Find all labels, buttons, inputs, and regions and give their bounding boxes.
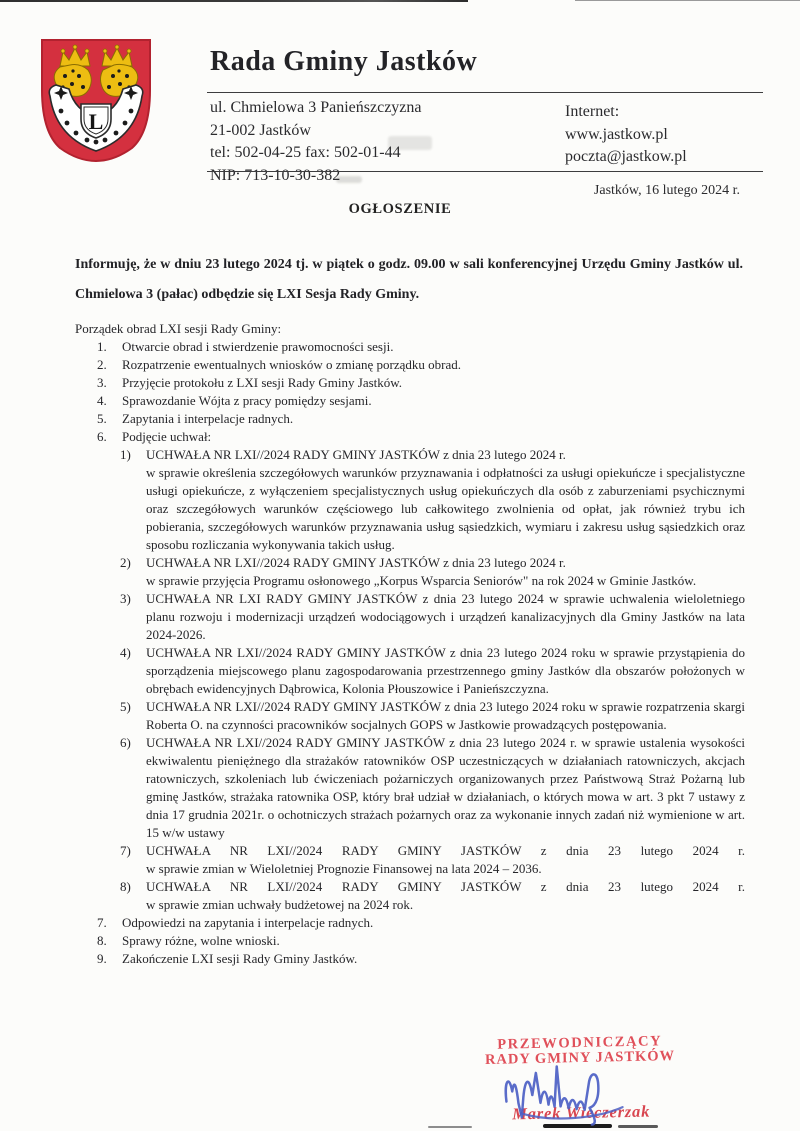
agenda-item [75,356,745,374]
resolution-description: UCHWAŁA NR LXI//2024 RADY GMINY JASTKÓW z dnia 23 lutego 2024 roku w sprawie rozpatrzenia skargi Roberta O. na czynności pracowników socjalnych GOPS w Jastkowie prowadzących postępowania. [146,699,745,732]
stamp-title-line2: RADY GMINY JASTKÓW [484,1048,676,1068]
resolution-description: w sprawie przyjęcia Programu osłonowego „Korpus Wsparcia Seniorów" na rok 2024 w Gminie Jastków. [146,573,697,588]
item-text: Odpowiedzi na zapytania i interpelacje radnych. [122,915,374,930]
agenda-subitem [75,644,745,698]
resolution-description: UCHWAŁA NR LXI//2024 RADY GMINY JASTKÓW z dnia 23 lutego 2024 r. w sprawie ustalenia wysokości ekwiwalentu pieniężnego dla strażaków ratowników OSP uczestniczących w działaniach ratowniczych, akcjach ratowniczych, szkoleniach lub ćwiczeniach pożarniczych organizowanych przez Państwową Straż Pożarną lub gminę Jastków, strażaka ratownika OSP, który brał udział w działaniach, o których mowa w art. 3 pkt 7 ustawy z dnia 17 grudnia 2021r. o ochotniczych strażach pożarnych oraz za wykonanie innych zadań niż wymienione w art. 15 w/w ustawy [146,735,745,840]
intro-paragraph: Informuję, że w dniu 23 lutego 2024 tj. w piątek o godz. 09.00 w sali konferencyjnej Urzędu Gminy Jastków ul. Chmielowa 3 (pałac) odbędzie się LXI Sesja Rady Gminy. [75,257,743,302]
subitem-number: 3) [120,591,131,606]
handwritten-signature-ink [495,1050,669,1128]
resolution-description: UCHWAŁA NR LXI//2024 RADY GMINY JASTKÓW z dnia 23 lutego 2024 roku w sprawie przystąpienia do sporządzenia miejscowego planu zagospodarowania przestrzennego gminy Jastków dla obszarów położonych w obrębach ewidencyjnych Dąbrowica, Kolonia Płouszowice i Panieńszczyzna. [146,645,745,696]
agenda-item [75,410,745,428]
item-number: 8. [97,933,107,948]
item-number: 1. [97,339,107,354]
item-number: 5. [97,411,107,426]
website: www.jastkow.pl [565,125,668,143]
letterhead-divider-top [207,92,763,93]
agenda [75,322,745,968]
agenda-item [75,392,745,410]
email: poczta@jastkow.pl [565,148,687,165]
agenda-item [75,374,745,392]
item-text: Sprawy różne, wolne wnioski. [122,933,280,948]
agenda-subitem [75,590,745,644]
agenda-item [75,932,745,950]
item-number: 4. [97,393,107,408]
address-city: 21-002 Jastków [210,121,311,139]
subitem-number: 4) [120,645,131,660]
address-nip: NIP: 713-10-30-382 [210,166,341,184]
resolution-title: UCHWAŁA NR LXI//2024 RADY GMINY JASTKÓW z dnia 23 lutego 2024 r. [146,879,745,894]
scan-artifact-bottom-mark-2 [618,1125,658,1128]
resolution-description: UCHWAŁA NR LXI RADY GMINY JASTKÓW z dnia 23 lutego 2024 w sprawie uchwalenia wieloletniego planu rozwoju i modernizacji urządzeń wodociągowych i urządzeń kanalizacyjnych dla Gminy Jastków na lata 2024-2026. [146,591,745,642]
item-text: Przyjęcie protokołu z LXI sesji Rady Gminy Jastków. [122,375,403,390]
item-number: 9. [97,951,107,966]
item-number: 2. [97,357,107,372]
item-text: Sprawozdanie Wójta z pracy pomiędzy sesjami. [122,393,372,408]
subitem-number: 8) [120,879,131,894]
agenda-subitem [75,842,745,878]
address-block [210,97,422,187]
resolution-description: w sprawie określenia szczegółowych warunków przyznawania i odpłatności za usługi opiekuńcze i specjalistyczne usługi opiekuńcze, z wyłączeniem specjalistycznych usług opiekuńczych dla osób z zaburzeniami psychicznymi oraz szczegółowych warunków częściowego lub całkowitego zwolnienia od opłat, jak również trybu ich pobierania, szczegółowych warunków przyznawania usług sąsiedzkich, wymiaru i zakresu usług sąsiedzkich oraz sposobu rozliczania wykonywania takich usług. [146,465,745,552]
item-text: Zakończenie LXI sesji Rady Gminy Jastków. [122,951,358,966]
address-street: ul. Chmielowa 3 Panieńszczyzna [210,99,422,116]
resolution-description: w sprawie zmian uchwały budżetowej na 2024 rok. [146,897,414,912]
dateline: Jastków, 16 lutego 2024 r. [593,183,740,198]
subitem-number: 6) [120,735,131,750]
internet-block [565,101,687,169]
signature-block [467,1034,694,1126]
agenda-subitem [75,698,745,734]
internet-label: Internet: [565,103,620,120]
stamp-title-line1: PRZEWODNICZĄCY [497,1033,663,1053]
agenda-heading: Porządek obrad LXI sesji Rady Gminy: [75,321,282,336]
resolution-title: UCHWAŁA NR LXI//2024 RADY GMINY JASTKÓW z dnia 23 lutego 2024 r. [146,447,566,462]
signer-name: Marek Wieczerzak [512,1101,651,1124]
item-text: Otwarcie obrad i stwierdzenie prawomocności sesji. [122,339,394,354]
scan-artifact-bottom-mark-3 [428,1126,472,1128]
address-phone-fax: tel: 502-04-25 fax: 502-01-44 [210,144,401,161]
crest-letter-L: L [88,109,104,134]
agenda-subitem [75,446,745,554]
letterhead-divider-bottom [207,171,763,172]
jastkow-coat-of-arms [36,34,156,164]
item-number: 3. [97,375,107,390]
agenda-subitem [75,734,745,842]
agenda-item [75,338,745,356]
item-number: 7. [97,915,107,930]
agenda-sublist [75,446,745,914]
resolution-title: UCHWAŁA NR LXI//2024 RADY GMINY JASTKÓW z dnia 23 lutego 2024 r. [146,843,745,858]
item-number: 6. [97,429,107,444]
agenda-item [75,914,745,932]
subitem-number: 2) [120,555,131,570]
agenda-item [75,428,745,446]
org-name: Rada Gminy Jastków [210,46,478,77]
subitem-number: 7) [120,843,131,858]
scan-artifact-top-edge [0,0,468,2]
agenda-item [75,950,745,968]
agenda-subitem [75,554,745,590]
item-text: Rozpatrzenie ewentualnych wniosków o zmianę porządku obrad. [122,357,461,372]
scan-artifact-top-edge-right [575,0,800,1]
resolution-description: w sprawie zmian w Wieloletniej Prognozie Finansowej na lata 2024 – 2036. [146,861,542,876]
subitem-number: 5) [120,699,131,714]
resolution-title: UCHWAŁA NR LXI//2024 RADY GMINY JASTKÓW z dnia 23 lutego 2024 r. [146,555,566,570]
notice-title: OGŁOSZENIE [348,201,452,217]
subitem-number: 1) [120,447,131,462]
item-text: Podjęcie uchwał: [122,429,212,444]
agenda-subitem [75,878,745,914]
item-text: Zapytania i interpelacje radnych. [122,411,294,426]
